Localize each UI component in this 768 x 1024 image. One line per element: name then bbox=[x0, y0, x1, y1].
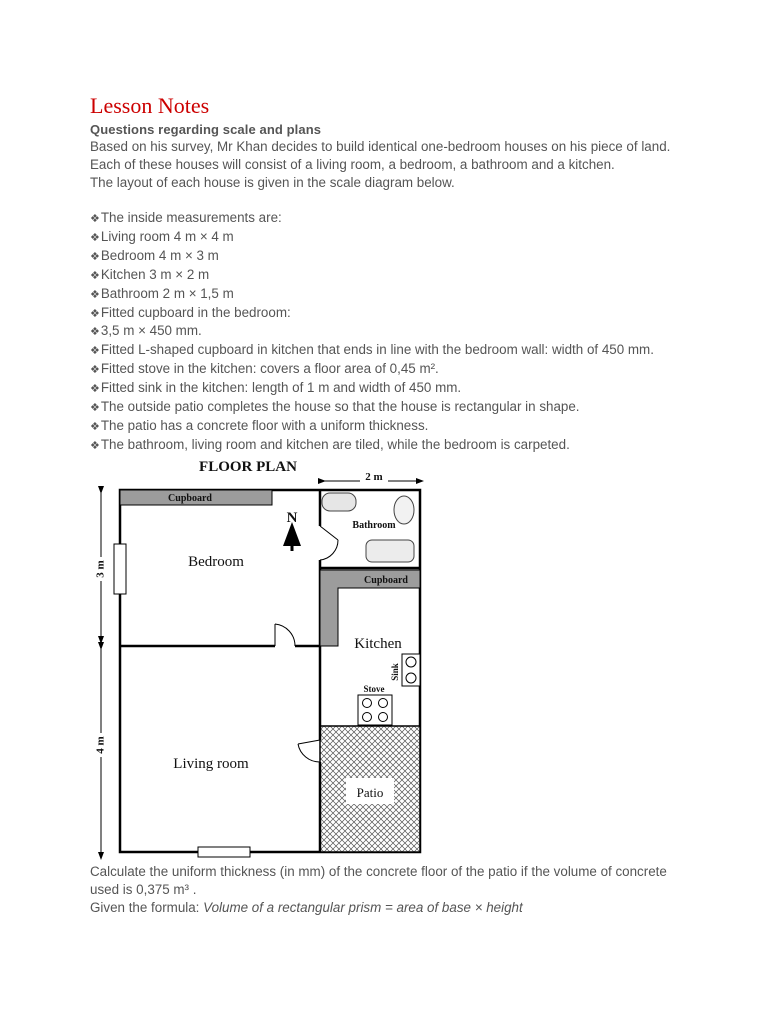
door-swing bbox=[320, 540, 338, 560]
section-subheading: Questions regarding scale and plans bbox=[90, 122, 322, 137]
intro-paragraph: The layout of each house is given in the scale diagram below. bbox=[90, 174, 455, 190]
window bbox=[114, 544, 126, 594]
list-item: ❖ Kitchen 3 m × 2 m bbox=[90, 266, 680, 285]
window bbox=[198, 847, 250, 857]
formula-prefix: Given the formula: bbox=[90, 899, 204, 915]
basin-icon bbox=[322, 493, 356, 511]
question-text bbox=[90, 863, 680, 917]
sink-icon bbox=[402, 654, 420, 686]
list-item: ❖ The bathroom, living room and kitchen are tiled, while the bedroom is carpeted. bbox=[90, 436, 680, 455]
room-label-living-room: Living room bbox=[173, 756, 249, 772]
list-item: ❖ 3,5 m × 450 mm. bbox=[90, 322, 680, 341]
cupboard-label: Cupboard bbox=[364, 575, 408, 586]
list-item: ❖ The patio has a concrete floor with a uniform thickness. bbox=[90, 417, 680, 436]
sink-label: Sink bbox=[390, 663, 401, 681]
north-label: N bbox=[286, 510, 298, 526]
formula-line bbox=[90, 899, 680, 917]
list-item: ❖ Fitted stove in the kitchen: covers a floor area of 0,45 m². bbox=[90, 360, 680, 379]
intro-paragraph: Based on his survey, Mr Khan decides to build identical one-bedroom houses on his piece of land. Each of these houses will consist of a living room, a bedroom, a bathroom and a kitchen. bbox=[90, 139, 671, 172]
patio-label: Patio bbox=[356, 785, 384, 800]
formula-text: Volume of a rectangular prism = area of base × height bbox=[203, 899, 523, 915]
floor-plan-title: FLOOR PLAN bbox=[199, 459, 297, 475]
list-item: ❖ Bathroom 2 m × 1,5 m bbox=[90, 285, 680, 304]
list-item: ❖ Living room 4 m × 4 m bbox=[90, 228, 680, 247]
dimension-left-label: 3 m bbox=[94, 560, 107, 578]
list-item: ❖ Fitted cupboard in the bedroom: bbox=[90, 304, 680, 323]
question-line: Calculate the uniform thickness (in mm) of the concrete floor of the patio if the volume of concrete used is 0,375 m³ . bbox=[90, 864, 667, 897]
stove-label: Stove bbox=[363, 684, 385, 694]
list-item: ❖ The inside measurements are: bbox=[90, 209, 680, 228]
intro-text bbox=[90, 138, 680, 192]
list-item: ❖ Bedroom 4 m × 3 m bbox=[90, 247, 680, 266]
measurement-list bbox=[90, 209, 680, 455]
list-item: ❖ The outside patio completes the house so that the house is rectangular in shape. bbox=[90, 398, 680, 417]
door-swing bbox=[275, 624, 295, 646]
list-item: ❖ Fitted sink in the kitchen: length of 1 m and width of 450 mm. bbox=[90, 379, 680, 398]
dimension-left-label: 4 m bbox=[94, 736, 107, 754]
toilet-icon bbox=[394, 496, 414, 524]
cupboard-label: Cupboard bbox=[168, 493, 212, 504]
dimension-top-label: 2 m bbox=[365, 471, 383, 483]
room-label-bathroom: Bathroom bbox=[352, 520, 396, 531]
list-item: ❖ Fitted L-shaped cupboard in kitchen that ends in line with the bedroom wall: width of 450 mm. bbox=[90, 341, 680, 360]
room-label-kitchen: Kitchen bbox=[354, 636, 402, 652]
stove-icon bbox=[358, 695, 392, 725]
lesson-heading: Lesson Notes bbox=[90, 93, 210, 118]
room-label-bedroom: Bedroom bbox=[188, 554, 244, 570]
floor-plan-diagram bbox=[90, 458, 430, 863]
bathtub-icon bbox=[366, 540, 414, 562]
door-swing bbox=[298, 744, 320, 762]
